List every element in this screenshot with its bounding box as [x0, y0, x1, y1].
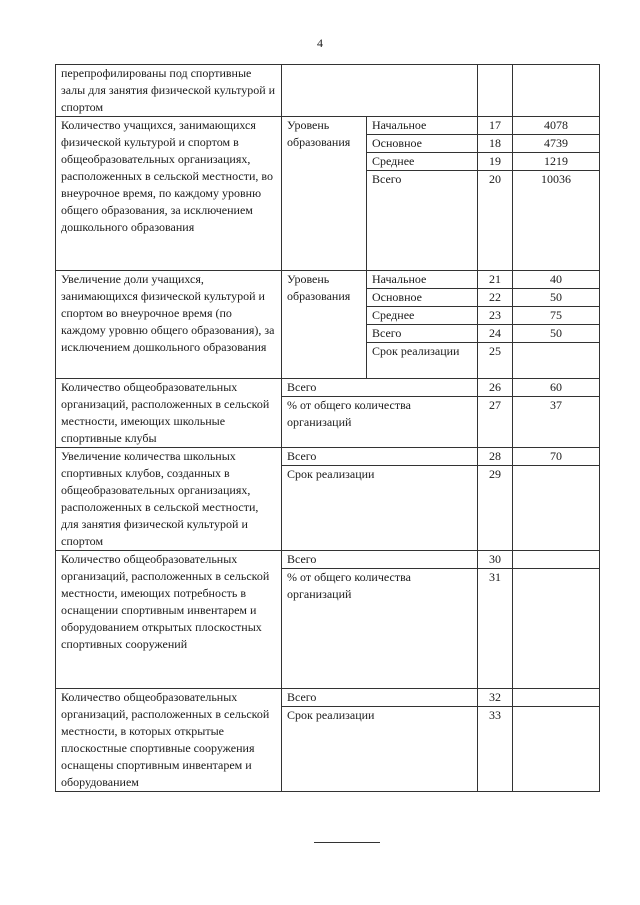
row-number: 20 — [478, 171, 513, 271]
table-row — [56, 271, 600, 289]
indicator-subcategory: Основное — [367, 289, 478, 307]
indicator-value: 75 — [513, 307, 600, 325]
indicator-category — [282, 65, 478, 117]
indicator-value: 37 — [513, 397, 600, 448]
row-number: 31 — [478, 569, 513, 689]
table-row — [56, 65, 600, 117]
row-number: 28 — [478, 448, 513, 466]
indicator-description: Увеличение доли учащихся, занимающихся физической культурой и спортом во внеурочное время (по каждому уровню общего образования), за исключением дошкольного образования — [56, 271, 282, 379]
indicator-subcategory: Основное — [367, 135, 478, 153]
table-row — [56, 117, 600, 135]
indicator-subcategory: Среднее — [367, 153, 478, 171]
row-number: 33 — [478, 707, 513, 792]
indicator-value: 1219 — [513, 153, 600, 171]
row-number: 21 — [478, 271, 513, 289]
footer-divider — [314, 842, 380, 843]
page-number: 4 — [317, 36, 323, 50]
indicator-description: Количество общеобразовательных организаций, расположенных в сельской местности, в которых открытые плоскостные спортивные сооружения оснащены спортивным инвентарем и оборудованием — [56, 689, 282, 792]
indicator-category: Срок реализации — [282, 707, 478, 792]
row-number: 24 — [478, 325, 513, 343]
indicator-description: Количество общеобразовательных организаций, расположенных в сельской местности, имеющих школьные спортивные клубы — [56, 379, 282, 448]
indicator-category: Всего — [282, 689, 478, 707]
indicator-value: 50 — [513, 289, 600, 307]
indicator-value — [513, 343, 600, 379]
indicator-value: 50 — [513, 325, 600, 343]
row-number — [478, 65, 513, 117]
table-row — [56, 379, 600, 397]
row-number: 27 — [478, 397, 513, 448]
indicator-value — [513, 569, 600, 689]
indicator-value — [513, 707, 600, 792]
indicator-value — [513, 551, 600, 569]
row-number: 19 — [478, 153, 513, 171]
indicator-value — [513, 689, 600, 707]
indicator-table — [55, 64, 600, 792]
indicator-category: Срок реализации — [282, 466, 478, 551]
indicator-value: 70 — [513, 448, 600, 466]
row-number: 26 — [478, 379, 513, 397]
row-number: 17 — [478, 117, 513, 135]
indicator-category: Всего — [282, 379, 478, 397]
indicator-subcategory: Всего — [367, 171, 478, 271]
indicator-description: Количество учащихся, занимающихся физической культурой и спортом в общеобразовательных организациях, расположенных в сельской местности, во внеурочное время, по каждому уровню общего образования, за исключением дошкольного образования — [56, 117, 282, 271]
indicator-subcategory: Начальное — [367, 271, 478, 289]
indicator-category: Уровень образования — [282, 117, 367, 271]
row-number: 30 — [478, 551, 513, 569]
indicator-description: Количество общеобразовательных организаций, расположенных в сельской местности, имеющих потребность в оснащении спортивным инвентарем и оборудованием открытых плоскостных спортивных сооружений — [56, 551, 282, 689]
row-number: 18 — [478, 135, 513, 153]
table-row — [56, 448, 600, 466]
indicator-subcategory: Всего — [367, 325, 478, 343]
indicator-value: 60 — [513, 379, 600, 397]
indicator-value — [513, 65, 600, 117]
indicator-value: 4078 — [513, 117, 600, 135]
row-number: 25 — [478, 343, 513, 379]
table-row — [56, 551, 600, 569]
indicator-subcategory: Среднее — [367, 307, 478, 325]
indicator-category: Всего — [282, 551, 478, 569]
indicator-subcategory: Начальное — [367, 117, 478, 135]
row-number: 22 — [478, 289, 513, 307]
indicator-category: Уровень образования — [282, 271, 367, 379]
indicator-category: Всего — [282, 448, 478, 466]
indicator-value — [513, 466, 600, 551]
indicator-category: % от общего количества организаций — [282, 569, 478, 689]
row-number: 32 — [478, 689, 513, 707]
table-row — [56, 689, 600, 707]
indicator-subcategory: Срок реализации — [367, 343, 478, 379]
indicator-description: перепрофилированы под спортивные залы для занятия физической культурой и спортом — [56, 65, 282, 117]
indicator-value: 40 — [513, 271, 600, 289]
indicator-value: 4739 — [513, 135, 600, 153]
row-number: 23 — [478, 307, 513, 325]
indicator-value: 10036 — [513, 171, 600, 271]
row-number: 29 — [478, 466, 513, 551]
indicator-description: Увеличение количества школьных спортивных клубов, созданных в общеобразовательных организациях, расположенных в сельской местности, для занятия физической культурой и спортом — [56, 448, 282, 551]
indicator-category: % от общего количества организаций — [282, 397, 478, 448]
